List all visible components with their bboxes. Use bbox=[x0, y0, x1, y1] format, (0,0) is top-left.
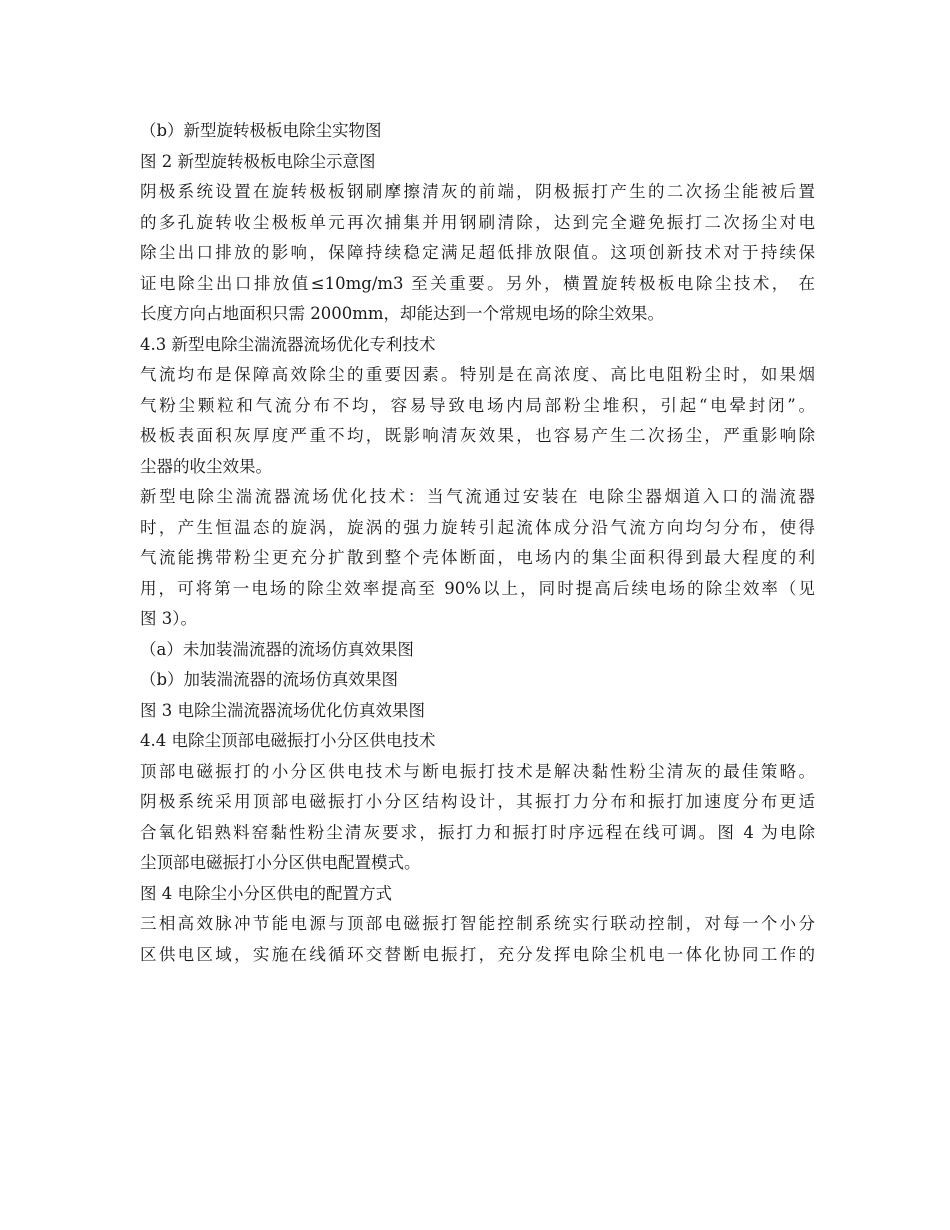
text-line: 阴极系统采用顶部电磁振打小分区结构设计，其振打力分布和振打加速度分布更适 bbox=[140, 792, 815, 811]
text-line: 用，可将第一电场的除尘效率提高至 90%以上，同时提高后续电场的除尘效率（见 bbox=[140, 578, 815, 598]
text-line: 极板表面积灰厚度严重不均，既影响清灰效果，也容易产生二次扬尘，严重影响除 bbox=[140, 426, 815, 445]
text-line: 合氧化铝熟料窑黏性粉尘清灰要求，振打力和振打时序远程在线可调。图 4 为电除 bbox=[140, 822, 815, 842]
text-line: 顶部电磁振打的小分区供电技术与断电振打技术是解决黏性粉尘清灰的最佳策略。 bbox=[140, 761, 815, 781]
text-line: 图 3）。 bbox=[140, 609, 197, 628]
text-line: 除尘出口排放的影响，保障持续稳定满足超低排放限值。这项创新技术对于持续保 bbox=[140, 243, 815, 262]
text-line: 三相高效脉冲节能电源与顶部电磁振打智能控制系统实行联动控制，对每一个小分 bbox=[140, 914, 815, 933]
text-line: 长度方向占地面积只需 2000mm，却能达到一个常规电场的除尘效果。 bbox=[140, 304, 665, 323]
text-line: 阴极系统设置在旋转极板钢刷摩擦清灰的前端，阴极振打产生的二次扬尘能被后置 bbox=[140, 182, 815, 201]
paragraph-airflow-distribution bbox=[140, 360, 815, 482]
document-body bbox=[140, 116, 815, 970]
figure-2-title: 图 2 新型旋转极板电除尘示意图 bbox=[140, 151, 376, 171]
text-line: 气流均布是保障高效除尘的重要因素。特别是在高浓度、高比电阻粉尘时，如果烟 bbox=[140, 365, 815, 384]
text-line: 证电除尘出口排放值≤10mg/m3 至关重要。另外，横置旋转极板电除尘技术， 在 bbox=[140, 273, 815, 293]
figure-3-title: 图 3 电除尘湍流器流场优化仿真效果图 bbox=[140, 700, 425, 720]
text-line: 新型电除尘湍流器流场优化技术：当气流通过安装在 电除尘器烟道入口的湍流器 bbox=[140, 487, 815, 506]
text-line: 气粉尘颗粒和气流分布不均，容易导致电场内局部粉尘堆积，引起“电晕封闭”。 bbox=[140, 395, 815, 415]
paragraph-pulse-power bbox=[140, 909, 815, 970]
text-line: 尘顶部电磁振打小分区供电配置模式。 bbox=[140, 853, 421, 872]
paragraph-turbulator-technology bbox=[140, 482, 815, 635]
figure-caption-3b: （b）加装湍流器的流场仿真效果图 bbox=[140, 670, 399, 689]
paragraph-top-rapping bbox=[140, 757, 815, 879]
paragraph-cathode-system bbox=[140, 177, 815, 330]
figure-caption-3a: （a）未加装湍流器的流场仿真效果图 bbox=[140, 639, 414, 659]
text-line: 尘器的收尘效果。 bbox=[140, 456, 272, 476]
figure-4-title: 图 4 电除尘小分区供电的配置方式 bbox=[140, 883, 392, 903]
section-heading-4-4: 4.4 电除尘顶部电磁振打小分区供电技术 bbox=[140, 731, 436, 750]
text-line: 时，产生恒温态的旋涡，旋涡的强力旋转引起流体成分沿气流方向均匀分布，使得 bbox=[140, 517, 815, 537]
section-heading-4-3: 4.3 新型电除尘湍流器流场优化专利技术 bbox=[140, 334, 436, 354]
text-line: 气流能携带粉尘更充分扩散到整个壳体断面，电场内的集尘面积得到最大程度的利 bbox=[140, 548, 815, 567]
text-line: 区供电区域，实施在线循环交替断电振打，充分发挥电除尘机电一体化协同工作的 bbox=[140, 944, 815, 964]
figure-caption-2b: （b）新型旋转极板电除尘实物图 bbox=[140, 121, 382, 140]
text-line: 的多孔旋转收尘极板单元再次捕集并用钢刷清除，达到完全避免振打二次扬尘对电 bbox=[140, 212, 815, 232]
